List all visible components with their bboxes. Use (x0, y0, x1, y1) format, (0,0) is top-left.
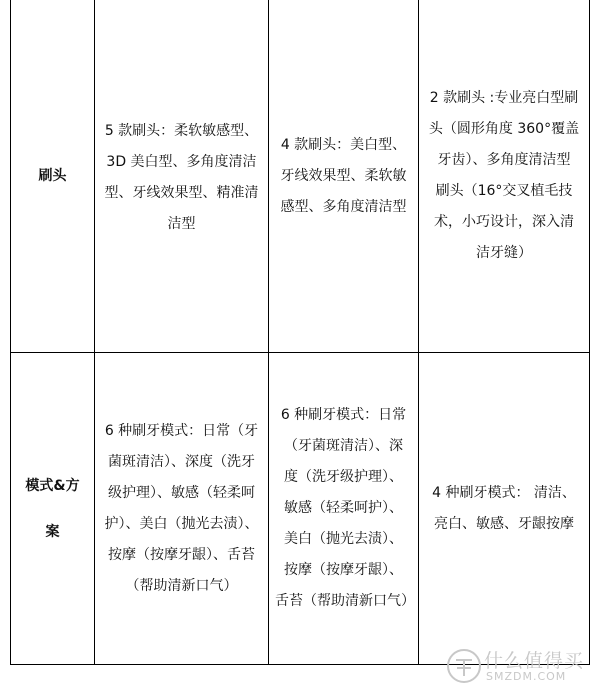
cell-brush-head-2: 4 款刷头：美白型、 牙线效果型、柔软敏 感型、多角度清洁型 (280, 136, 407, 215)
cell-brush-head-3: 2 款刷头 :专业亮白型刷 头（圆形角度 360°覆盖 牙齿）、多角度清洁型 刷头（16°交叉植毛技 术，小巧设计，深入清 洁牙缝） (428, 90, 580, 261)
smzdm-logo-icon (446, 646, 482, 686)
cell-modes-2: 6 种刷牙模式：日常 （牙菌斑清洁）、深 度（洗牙级护理）、 敏感（轻柔呵护）、 美白（抛光去渍）、 按摩（按摩牙龈）、 舌苔（帮助清新口气） (275, 407, 415, 609)
row-label-modes: 模式&方 案 (25, 477, 80, 540)
row-label-brush-head: 刷头 (38, 168, 67, 184)
cell-modes-3: 4 种刷牙模式： 清洁、 亮白、敏感、牙龈按摩 (432, 484, 576, 532)
watermark-subtext: SMZDM.COM (486, 670, 567, 683)
watermark-text: 什么值得买 (484, 650, 585, 672)
cell-modes-1: 6 种刷牙模式：日常（牙 菌斑清洁）、深度（洗牙 级护理）、敏感（轻柔呵 护）、美白（抛光去渍）、 按摩（按摩牙龈）、舌苔 （帮助清新口气） (104, 422, 259, 594)
cell-brush-head-1: 5 款刷头：柔软敏感型、 3D 美白型、多角度清洁 型、牙线效果型、精准清 洁型 (104, 123, 259, 232)
watermark (446, 644, 596, 688)
table-border (589, 0, 590, 665)
